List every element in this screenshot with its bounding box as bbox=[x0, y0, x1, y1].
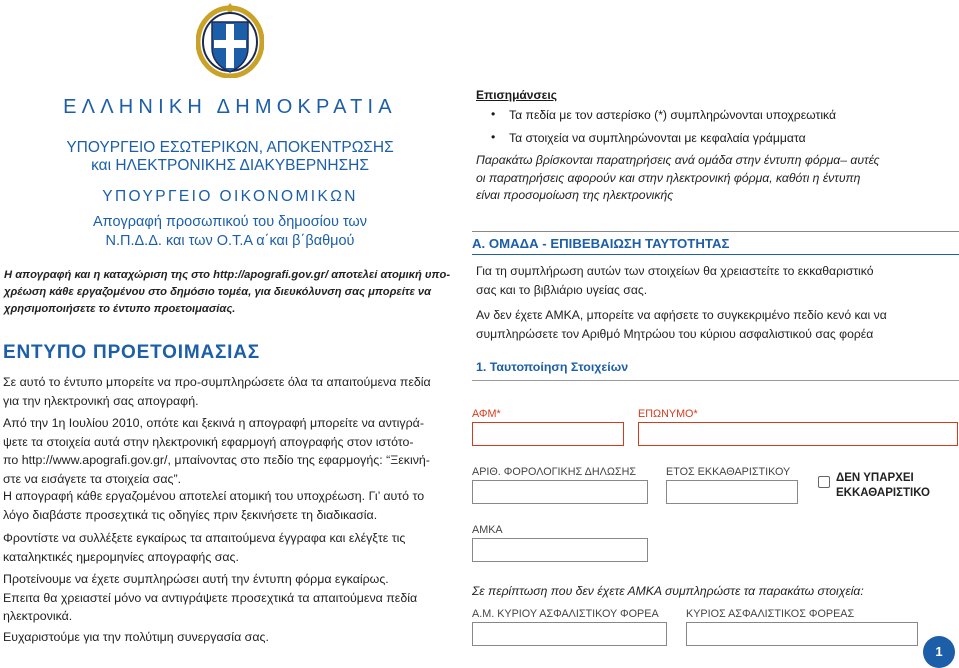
page-number-badge: 1 bbox=[923, 636, 955, 668]
divider bbox=[472, 380, 959, 381]
tax-return-field[interactable] bbox=[472, 480, 648, 504]
section-a-note: Για τη συμπλήρωση αυτών των στοιχείων θα χρειαστείτε το εκκαθαριστικό σας και το βιβλιάριο υγείας σας. bbox=[476, 264, 874, 297]
republic-title: ΕΛΛΗΝΙΚΗ ΔΗΜΟΚΡΑΤΙΑ bbox=[63, 96, 397, 118]
bullet-icon: • bbox=[491, 130, 496, 144]
surname-label: ΕΠΩΝΥΜΟ* bbox=[638, 408, 698, 420]
intro-paragraph: Σε αυτό το έντυπο μπορείτε να προ-συμπληρώσετε όλα τα απαιτούμενα πεδία για την ηλεκτρονική σας απογραφή. bbox=[3, 375, 431, 408]
left-column bbox=[0, 0, 460, 668]
census-subtitle: Απογραφή προσωπικού του δημοσίου των Ν.Π.Δ.Δ. και των Ο.Τ.Α α΄και β΄βαθμού bbox=[93, 214, 367, 249]
form-heading: ΕΝΤΥΠΟ ΠΡΟΕΤΟΙΜΑΣΙΑΣ bbox=[3, 342, 260, 363]
afm-field[interactable] bbox=[472, 422, 624, 446]
amka-field[interactable] bbox=[472, 538, 648, 562]
amka-note: Αν δεν έχετε ΑΜΚΑ, μπορείτε να αφήσετε το συγκεκριμένο πεδίο κενό και να συμπληρώσετε τον Αριθμό Μητρώου του κύριου ασφαλιστικού σας φορέα bbox=[476, 308, 887, 341]
insurer-reg-label: Α.Μ. ΚΥΡΙΟΥ ΑΣΦΑΛΙΣΤΙΚΟΥ ΦΟΡΕΑ bbox=[472, 608, 659, 620]
divider bbox=[472, 231, 959, 232]
bullet-icon: • bbox=[491, 107, 496, 121]
insurer-reg-field[interactable] bbox=[472, 622, 667, 646]
tax-return-label: ΑΡΙΘ. ΦΟΡΟΛΟΓΙΚΗΣ ΔΗΛΩΣΗΣ bbox=[472, 466, 637, 478]
subsection-title: 1. Ταυτοποίηση Στοιχείων bbox=[476, 360, 629, 374]
obligation-paragraph: Η απογραφή κάθε εργαζομένου αποτελεί ατομική του υποχρέωση. Γι’ αυτό το λόγο διαβάστε προσεχτικά τις οδηγίες πριν ξεκινήσετε τη διαδικασία. bbox=[3, 489, 425, 522]
instructions-paragraph: Από την 1η Ιουλίου 2010, οπότε και ξεκινά η απογραφή μπορείτε να αντιγρά- ψετε τα στοιχεία αυτά στην ηλεκτρονική εφαρμογή απογραφής στον ιστότο- πο http://www.apografi.gov.gr/, μπαίνοντας στο πεδίο της εφαρμογής: “Ξεκινή- στε να εισάγετε τα στοιχεία σας”. bbox=[3, 416, 430, 486]
thanks-paragraph: Ευχαριστούμε για την πολύτιμη συνεργασία σας. bbox=[3, 630, 269, 644]
ministry-interior: ΥΠΟΥΡΓΕΙΟ ΕΣΩΤΕΡΙΚΩΝ, ΑΠΟΚΕΝΤΡΩΣΗΣ και ΗΛΕΚΤΡΟΝΙΚΗΣ ΔΙΑΚΥΒΕΡΝΗΣΗΣ bbox=[66, 139, 394, 174]
insurer-field[interactable] bbox=[686, 622, 918, 646]
divider bbox=[472, 254, 959, 255]
amka-label: ΑΜΚΑ bbox=[472, 524, 503, 536]
no-statement-label: ΔΕΝ ΥΠΑΡΧΕΙ ΕΚΚΑΘΑΡΙΣΤΙΚΟ bbox=[836, 472, 930, 499]
no-amka-note: Σε περίπτωση που δεν έχετε ΑΜΚΑ συμπληρώστε τα παρακάτω στοιχεία: bbox=[472, 584, 864, 598]
afm-label: ΑΦΜ* bbox=[472, 408, 501, 420]
section-a-title: Α. ΟΜΑΔΑ - ΕΠΙΒΕΒΑΙΩΣΗ ΤΑΥΤΟΤΗΤΑΣ bbox=[472, 236, 730, 251]
greek-coat-of-arms-icon bbox=[196, 2, 264, 78]
surname-field[interactable] bbox=[638, 422, 958, 446]
insurer-label: ΚΥΡΙΟΣ ΑΣΦΑΛΙΣΤΙΚΟΣ ΦΟΡΕΑΣ bbox=[686, 608, 855, 620]
notes-heading: Επισημάνσεις bbox=[476, 88, 557, 102]
tax-year-field[interactable] bbox=[666, 480, 798, 504]
documents-paragraph: Φροντίστε να συλλέξετε εγκαίρως τα απαιτούμενα έγγραφα και ελέγξτε τις καταληκτικές ημερομηνίες απογραφής σας. bbox=[3, 531, 406, 564]
right-column: Επισημάνσεις • Τα πεδία με τον αστερίσκο (*) συμπληρώνονται υποχρεωτικά • Τα στοιχεία να συμπληρώνονται με κεφαλαία γράμματα Παρακάτω βρίσκονται παρατηρήσεις ανά ομάδα στην έντυπη φόρμα– αυτές οι παρατηρήσεις αφορούν και στην ηλεκτρονική φόρμα, καθότι η έντυπη είναι προσομοίωση της ηλεκτρονικής Α. ΟΜΑΔΑ - ΕΠΙΒΕΒΑΙΩΣΗ ΤΑΥΤΟΤΗΤΑΣ Για τη συμπλήρωση αυτών των στοιχείων θα χρειαστείτε το εκκαθαριστικό σας και το βιβλιάριο υγείας σας. Αν δεν έχετε ΑΜΚΑ, μπορείτε να αφήσετε το συγκεκριμένο πεδίο κενό και να συμπληρώσετε τον Αριθμό Μητρώου του κύριου ασφαλιστικού σας φορέα 1. Ταυτοποίηση Στοιχείων ΑΦΜ* ΕΠΩΝΥΜΟ* ΑΡΙΘ. ΦΟΡΟΛΟΓΙΚΗΣ ΔΗΛΩΣΗΣ ΕΤΟΣ ΕΚΚΑΘΑΡΙΣΤΙΚΟΥ ΔΕΝ ΥΠΑΡΧΕΙ ΕΚΚΑΘΑΡΙΣΤΙΚΟ ΑΜΚΑ Σε περίπτωση που δεν έχετε ΑΜΚΑ συμπληρώστε τα παρακάτω στοιχεία: Α.Μ. ΚΥΡΙΟΥ ΑΣΦΑΛΙΣΤΙΚΟΥ ΦΟΡΕΑ ΚΥΡΙΟΣ ΑΣΦΑΛΙΣΤΙΚΟΣ ΦΟΡΕΑΣ bbox=[472, 0, 959, 668]
lead-paragraph: Η απογραφή και η καταχώριση της στο http://apografi.gov.gr/ αποτελεί ατομική υπο- χρέωση κάθε εργαζομένου στο δημόσιο τομέα, για διευκόλυνση σας μπορείτε να χρησιμοποιήσετε το έντυπο προετοιμασίας. bbox=[4, 269, 451, 315]
recommendation-paragraph: Προτείνουμε να έχετε συμπληρώσει αυτή την έντυπη φόρμα εγκαίρως. Επειτα θα χρειαστεί μόνο να αντιγράψετε προσεχτικά τα απαιτούμενα πεδία ηλεκτρονικά. bbox=[3, 572, 418, 623]
observations-text: Παρακάτω βρίσκονται παρατηρήσεις ανά ομάδα στην έντυπη φόρμα– αυτές οι παρατηρήσεις αφορούν και στην ηλεκτρονική φόρμα, καθότι η έντυπη είναι προσομοίωση της ηλεκτρονικής bbox=[476, 153, 880, 202]
tax-year-label: ΕΤΟΣ ΕΚΚΑΘΑΡΙΣΤΙΚΟΥ bbox=[666, 466, 791, 478]
ministry-finance: ΥΠΟΥΡΓΕΙΟ ΟΙΚΟΝΟΜΙΚΩΝ bbox=[102, 188, 358, 205]
no-statement-checkbox[interactable] bbox=[818, 476, 830, 488]
